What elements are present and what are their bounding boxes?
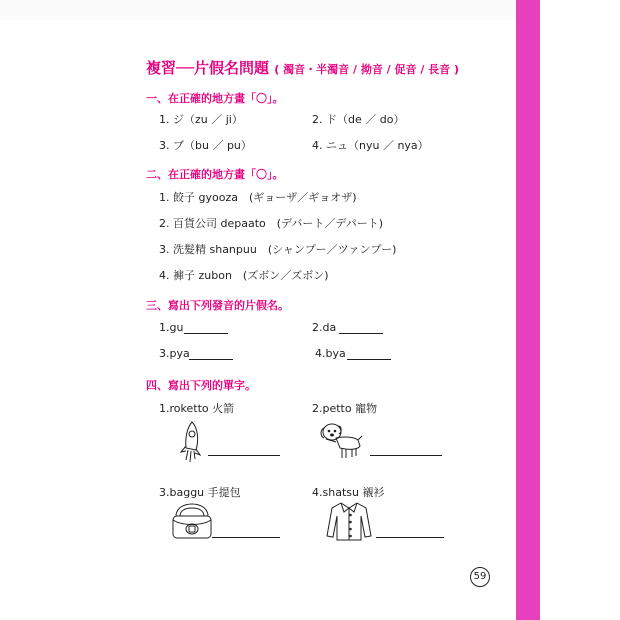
section2-item-2[interactable]: 2. 百貨公司 depaato (デバート／デパート) — [159, 217, 384, 230]
answer-line-5[interactable] — [208, 455, 280, 456]
section3-item-1: 1.gu — [159, 321, 184, 334]
section2-heading: 二、在正確的地方畫「〇」。 — [146, 168, 284, 181]
section4-heading: 四、寫出下列的單字。 — [146, 379, 256, 392]
section4-item-1: 1.roketto 火箭 — [159, 402, 235, 415]
section3-heading: 三、寫出下列發音的片假名。 — [146, 299, 289, 312]
shirt-icon — [325, 500, 373, 542]
section4-item-2: 2.petto 寵物 — [312, 402, 378, 415]
answer-line-1[interactable] — [184, 333, 228, 334]
section3-item-3: 3.pya — [159, 347, 190, 360]
answer-line-7[interactable] — [212, 537, 280, 538]
section2-item-3[interactable]: 3. 洗髮精 shanpuu (シャンプー／ツァンプー) — [159, 243, 397, 256]
answer-line-3[interactable] — [189, 359, 233, 360]
section3-item-4: 4.bya — [315, 347, 346, 360]
section4-item-3: 3.baggu 手提包 — [159, 486, 241, 499]
answer-line-8[interactable] — [376, 537, 444, 538]
section1-item-2[interactable]: 2. ド（de ／ do） — [312, 113, 405, 126]
section1-item-1[interactable]: 1. ジ（zu ／ ji） — [159, 113, 243, 126]
page-number: 59 — [470, 567, 490, 587]
handbag-icon — [170, 502, 214, 542]
side-tab — [516, 0, 540, 620]
section4-item-4: 4.shatsu 襯衫 — [312, 486, 385, 499]
answer-line-6[interactable] — [370, 455, 442, 456]
section3-item-2: 2.da — [312, 321, 337, 334]
section1-heading: 一、在正確的地方畫「〇」。 — [146, 92, 284, 105]
answer-line-2[interactable] — [339, 333, 383, 334]
section2-item-1[interactable]: 1. 餃子 gyooza (ギョーザ／ギョオザ) — [159, 191, 357, 204]
answer-line-4[interactable] — [347, 359, 391, 360]
section1-item-4[interactable]: 4. ニュ（nyu ／ nya） — [312, 139, 429, 152]
title-main: 複習──片假名問題 — [146, 59, 270, 77]
section1-item-3[interactable]: 3. ブ（bu ／ pu） — [159, 139, 252, 152]
rocket-icon — [176, 418, 206, 466]
section2-item-4[interactable]: 4. 褲子 zubon (ズボン／ズボン) — [159, 269, 329, 282]
dog-icon — [318, 420, 364, 462]
page-title — [146, 57, 459, 78]
title-sub: ( 濁音・半濁音 / 拗音 / 促音 / 長音 ) — [274, 63, 460, 76]
top-strip — [0, 0, 516, 20]
